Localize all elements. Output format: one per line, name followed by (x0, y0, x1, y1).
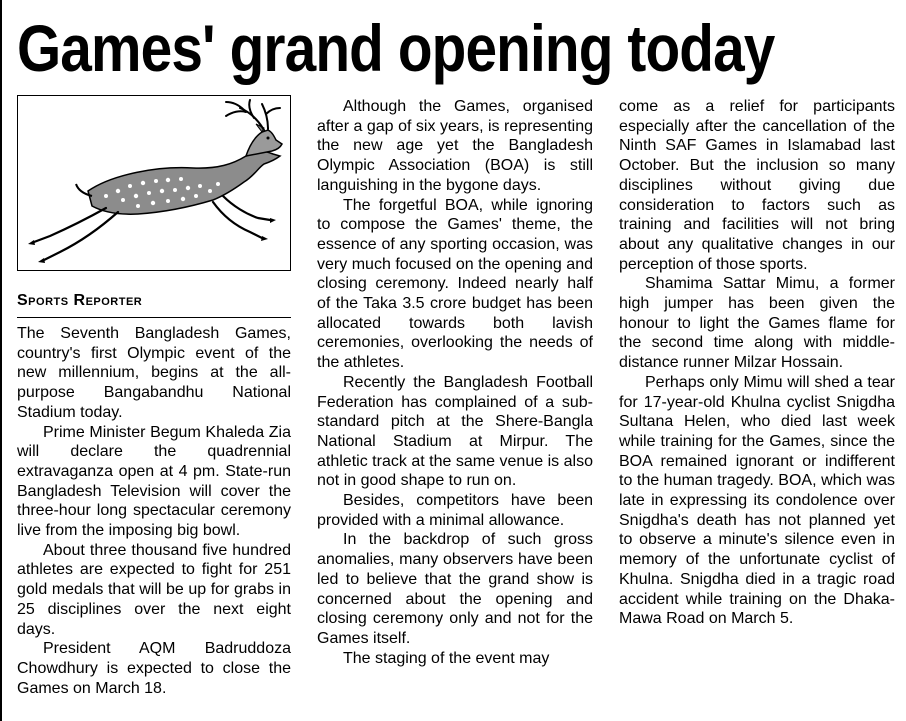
article-column-2 (317, 97, 593, 668)
paragraph: Although the Games, organised after a gap of six years, is representing the new age yet the Bangladesh Olympic Association (BOA) is still languishing in the bygone days. (317, 98, 593, 194)
paragraph: The forgetful BOA, while ignoring to compose the Games' theme, the essence of any sporting occasion, was very much focused on the opening and closing ceremony. Indeed nearly half of the Taka 3.5 crore budget has been allocated towards both lavish ceremonies, overlooking the needs of the athletes. (317, 196, 593, 372)
paragraph: The staging of the event may (343, 649, 550, 667)
paragraph: Besides, competitors have been provided with a minimal allowance. (317, 492, 593, 529)
paragraph: President AQM Badruddoza Chowdhury is expected to close the Games on March 18. (17, 640, 291, 697)
deer-icon (18, 96, 290, 270)
paragraph: Recently the Bangladesh Football Federation has complained of a sub-standard pitch at the Shere-Bangla National Stadium at Mirpur. The athletic track at the same venue is also not in good shape to run on. (317, 373, 593, 490)
byline (17, 291, 291, 318)
paragraph: Perhaps only Mimu will shed a tear for 17-year-old Khulna cyclist Snigdha Sultana Helen, who died last week while training for the Games, since the BOA remained ignorant or indifferent to the human tragedy. BOA, which was late in expressing its condolence over Snigdha's death has not planned yet to observe a minute's silence even in memory of the unfortunate cyclist of Khulna. Snigdha died in a tragic road accident while training on the Dhaka-Mawa Road on March 5. (619, 373, 895, 628)
paragraph: About three thousand five hundred athletes are expected to fight for 251 gold medals that will be up for grabs in 25 disciplines over the next eight days. (17, 541, 291, 638)
article-column-1 (17, 95, 291, 698)
paragraph: Shamima Sattar Mimu, a former high jumper has been given the honour to light the Games flame for the second time along with middle-distance runner Milzar Hossain. (619, 275, 895, 372)
paragraph: come as a relief for participants especially after the cancellation of the Ninth SAF Games in Islamabad last October. But the inclusion so many disciplines without giving due consideration to factors such as training and facilities will not bring about any qualitative changes in our perception of those sports. (619, 98, 895, 273)
deer-illustration (17, 95, 291, 271)
article-column-3 (619, 97, 895, 629)
left-column-rule (0, 0, 2, 721)
paragraph: Prime Minister Begum Khaleda Zia will declare the quadrennial extravaganza open at 4 pm. State-run Bangladesh Television will cover the three-hour long spectacular ceremony live from the imposing big bowl. (17, 423, 291, 540)
byline-text: Sports Reporter (17, 292, 143, 309)
paragraph: The Seventh Bangladesh Games, country's first Olympic event of the new millennium, begins at the all-purpose Bangabandhu National Stadium today. (17, 325, 291, 421)
paragraph: In the backdrop of such gross anomalies, many observers have been led to believe that the grand show is concerned about the opening and closing ceremony only and not for the Games itself. (317, 531, 593, 647)
headline: Games' grand opening today (17, 11, 775, 85)
